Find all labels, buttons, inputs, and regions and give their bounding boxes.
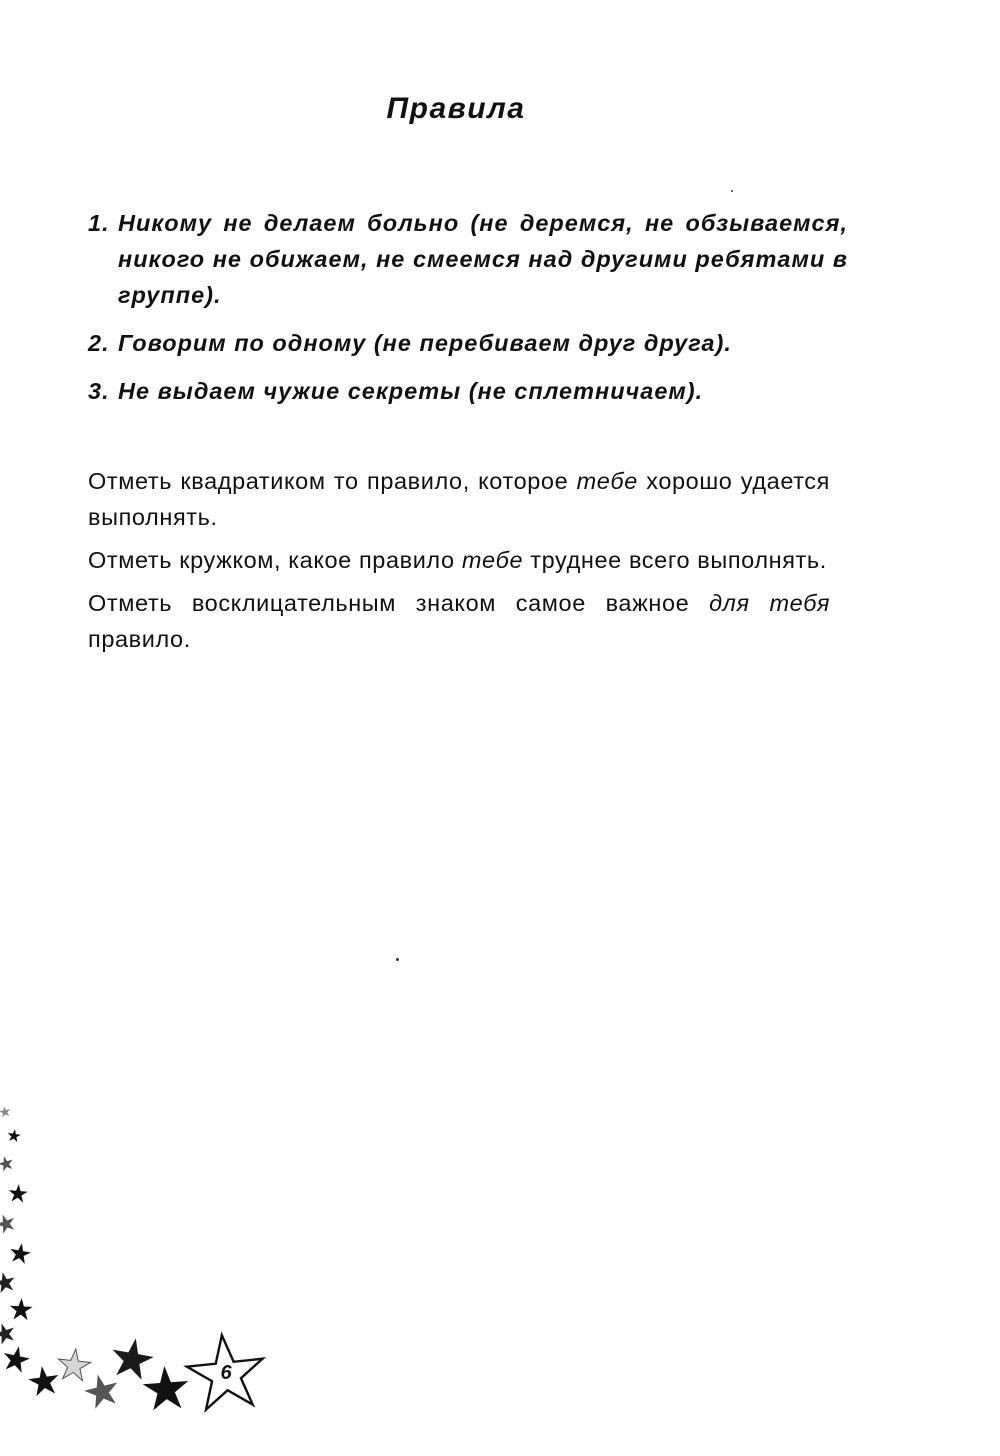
star-icon xyxy=(0,1105,11,1118)
rule-item xyxy=(88,205,848,313)
instruction-square xyxy=(88,463,830,535)
star-icon xyxy=(9,1297,33,1320)
rule-text: Не выдаем чужие секреты (не сплетничаем). xyxy=(118,378,704,404)
rule-text: Никому не делаем больно (не деремся, не обзываемся, никого не обижаем, не смеемся над другими ребятами в группе). xyxy=(118,210,848,308)
star-icon xyxy=(27,1364,61,1397)
instruction-text: хорошо удается выполнять. xyxy=(88,468,830,530)
rules-list xyxy=(88,205,848,421)
instructions xyxy=(88,463,830,664)
rule-text: Говорим по одному (не перебиваем друг друга). xyxy=(118,330,732,356)
rule-number: 1. xyxy=(88,210,110,236)
instruction-emphasis: для тебя xyxy=(709,590,830,616)
star-icon xyxy=(0,1320,18,1345)
star-border xyxy=(0,1090,290,1456)
page-title: Правила xyxy=(386,92,526,125)
star-icon xyxy=(56,1347,91,1381)
instruction-exclamation xyxy=(88,585,830,657)
star-icon xyxy=(8,1241,32,1264)
star-icon xyxy=(0,1211,18,1235)
star-icon xyxy=(81,1370,122,1410)
instruction-emphasis: тебе xyxy=(576,468,638,494)
instruction-text: Отметь восклицательным знаком самое важное xyxy=(88,590,710,616)
star-icon xyxy=(7,1128,22,1142)
print-speck xyxy=(731,190,733,192)
page-number: 6 xyxy=(220,1362,232,1384)
instruction-emphasis: тебе xyxy=(461,547,524,573)
star-icon xyxy=(1,1344,32,1374)
rule-number: 3. xyxy=(88,378,110,404)
star-icon xyxy=(8,1183,29,1203)
instruction-text: труднее всего выполнять. xyxy=(523,547,827,573)
print-speck xyxy=(396,958,399,961)
rule-item xyxy=(88,325,848,361)
instruction-text: правило. xyxy=(88,626,191,652)
star-icon xyxy=(0,1270,17,1294)
instruction-text: Отметь квадратиком то правило, которое xyxy=(88,468,577,494)
star-icon xyxy=(0,1154,15,1172)
star-icon xyxy=(108,1335,156,1381)
instruction-circle xyxy=(88,542,830,578)
rule-item xyxy=(88,373,848,409)
star-icon xyxy=(142,1364,191,1410)
rule-number: 2. xyxy=(88,330,110,356)
instruction-text: Отметь кружком, какое правило xyxy=(88,547,462,573)
